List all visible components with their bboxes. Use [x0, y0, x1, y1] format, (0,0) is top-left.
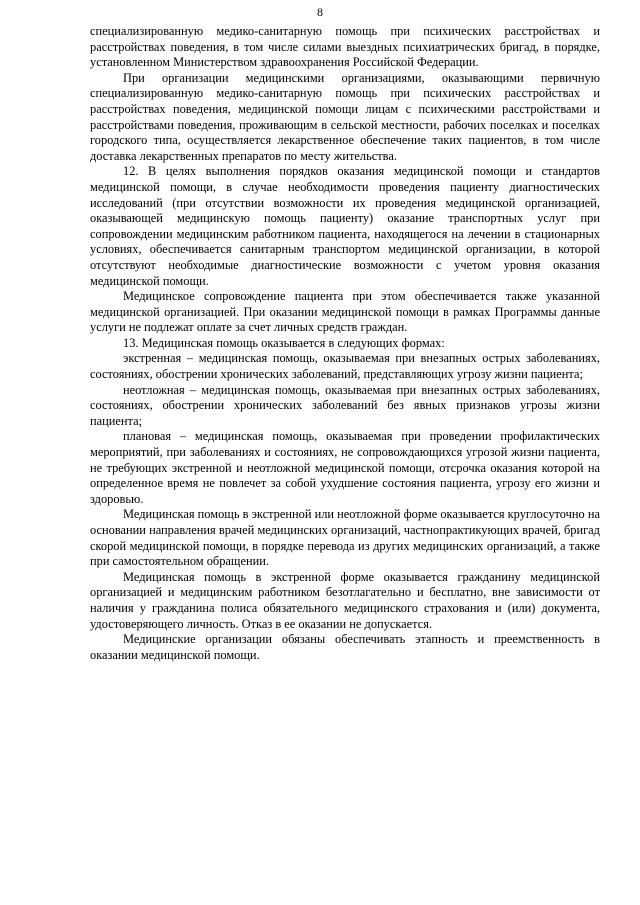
- paragraph: Медицинская помощь в экстренной форме оказывается гражданину медицинской организацией и медицинским работником безотлагательно и бесплатно, вне зависимости от наличия у гражданина полиса обязательного медицинского страхования и (или) документа, удостоверяющего личность. Отказ в ее оказании не допускается.: [90, 569, 600, 631]
- paragraph-continuation: специализированную медико-санитарную помощь при психических расстройствах и расстройствах поведения, в том числе силами выездных психиатрических бригад, в порядке, установленном Министерством здравоохранения Российской Федерации.: [90, 24, 600, 70]
- paragraph-form-urgent: неотложная – медицинская помощь, оказываемая при внезапных острых заболеваниях, состояниях, обострении хронических заболеваний без явных признаков угрозы жизни пациента;: [90, 382, 600, 428]
- paragraph-form-emergency: экстренная – медицинская помощь, оказываемая при внезапных острых заболеваниях, состояниях, обострении хронических заболеваний, представляющих угрозу жизни пациента;: [90, 351, 600, 382]
- paragraph: Медицинская помощь в экстренной или неотложной форме оказывается круглосуточно на основании направления врачей медицинских организаций, частнопрактикующих врачей, бригад скорой медицинской помощи, в порядке перевода из других медицинских организаций, а также при самостоятельном обращении.: [90, 507, 600, 569]
- page-number: 8: [317, 5, 323, 19]
- paragraph: Медицинские организации обязаны обеспечивать этапность и преемственность в оказании медицинской помощи.: [90, 632, 600, 662]
- paragraph-item-13: 13. Медицинская помощь оказывается в следующих формах:: [123, 335, 445, 350]
- document-body: [90, 24, 600, 663]
- paragraph: При организации медицинскими организациями, оказывающими первичную специализированную медико-санитарную помощь при психических расстройствах и расстройствах поведения, медицинской помощи лицам с психическими расстройствами и расстройствами поведения, проживающим в сельской местности, рабочих поселках и поселках городского типа, осуществляется лекарственное обеспечение таких пациентов, в том числе доставка лекарственных препаратов по месту жительства.: [90, 70, 600, 163]
- paragraph-form-planned: плановая – медицинская помощь, оказываемая при проведении профилактических мероприятий, при заболеваниях и состояниях, не сопровождающихся угрозой жизни пациента, не требующих экстренной и неотложной медицинской помощи, отсрочка оказания которой на определенное время не повлечет за собой ухудшение состояния пациента, угрозу его жизни и здоровью.: [90, 429, 600, 506]
- paragraph: Медицинское сопровождение пациента при этом обеспечивается также указанной медицинской организацией. При оказании медицинской помощи в рамках Программы данные услуги не подлежат оплате за счет личных средств граждан.: [90, 289, 600, 335]
- paragraph-item-12: 12. В целях выполнения порядков оказания медицинской помощи и стандартов медицинской помощи, в случае необходимости проведения пациенту диагностических исследований (при отсутствии возможности их проведения медицинской организацией, оказывающей медицинскую помощь пациенту) оказание транспортных услуг при сопровождении медицинским работником пациента, находящегося на лечении в стационарных условиях, обеспечивается санитарным транспортом медицинской организации, в которой отсутствуют необходимые диагностические возможности с учетом уровня оказания медицинской помощи.: [90, 164, 600, 288]
